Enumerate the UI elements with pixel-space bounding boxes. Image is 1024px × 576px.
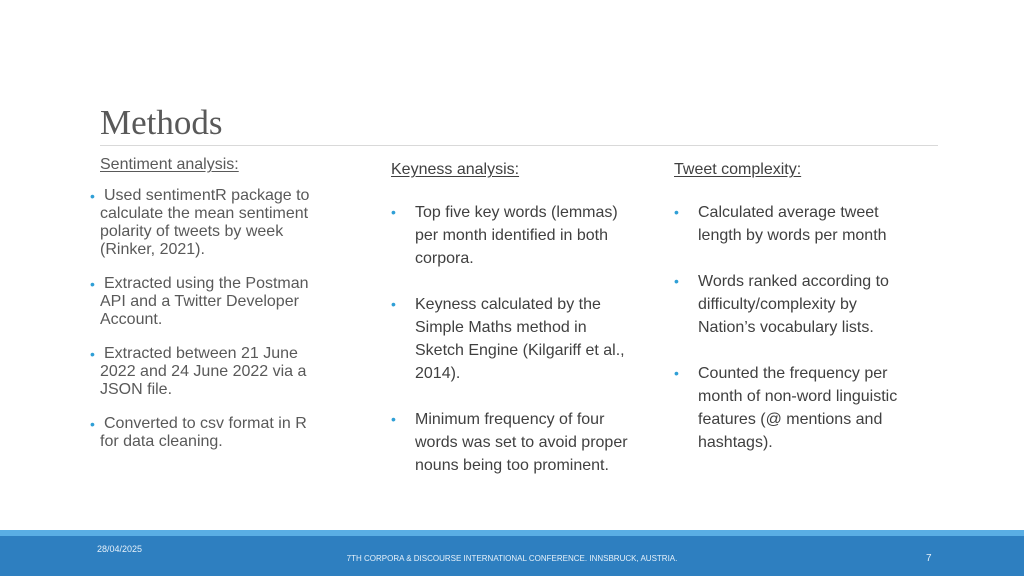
footer-conference: 7TH CORPORA & DISCOURSE INTERNATIONAL CONFERENCE. INNSBRUCK, AUSTRIA. [346, 554, 678, 563]
complexity-list [674, 201, 914, 454]
title-divider [100, 145, 938, 146]
list-item: • Calculated average tweet length by words per month [674, 201, 914, 247]
bullet-icon: • [674, 273, 679, 289]
bullet-icon: • [674, 365, 679, 381]
bullet-icon: • [90, 416, 95, 432]
sentiment-heading: Sentiment analysis: [100, 156, 239, 173]
keyness-list [391, 201, 631, 477]
bullet-icon: • [90, 276, 95, 292]
footer-date: 28/04/2025 [97, 544, 143, 554]
keyness-column [391, 161, 631, 500]
list-item: • Converted to csv format in R for data cleaning. [90, 415, 307, 450]
bullet-icon: • [674, 204, 679, 220]
bullet-icon: • [391, 411, 396, 427]
footer-bar [0, 536, 1024, 576]
list-item: • Used sentimentR package to calculate the mean sentiment polarity of tweets by week (Rinker, 2021). [90, 187, 310, 258]
list-item: • Top five key words (lemmas) per month identified in both corpora. [391, 201, 631, 270]
slide-title: Methods [100, 103, 223, 142]
bullet-icon: • [391, 296, 396, 312]
sentiment-column [90, 156, 320, 467]
complexity-column [674, 161, 914, 477]
keyness-heading: Keyness analysis: [391, 161, 520, 178]
list-item: • Minimum frequency of four words was set to avoid proper nouns being too prominent. [391, 408, 631, 477]
bullet-icon: • [391, 204, 396, 220]
bullet-icon: • [90, 346, 95, 362]
list-item: • Extracted using the Postman API and a Twitter Developer Account. [90, 275, 309, 328]
complexity-heading: Tweet complexity: [674, 161, 802, 178]
list-item: • Counted the frequency per month of non-word linguistic features (@ mentions and hashtags). [674, 362, 914, 454]
page-number: 7 [926, 553, 932, 564]
list-item: • Words ranked according to difficulty/complexity by Nation’s vocabulary lists. [674, 270, 914, 339]
bullet-icon: • [90, 188, 95, 204]
list-item: • Extracted between 21 June 2022 and 24 June 2022 via a JSON file. [90, 345, 307, 398]
list-item: • Keyness calculated by the Simple Maths method in Sketch Engine (Kilgariff et al., 2014). [391, 293, 631, 385]
sentiment-list [90, 187, 320, 451]
